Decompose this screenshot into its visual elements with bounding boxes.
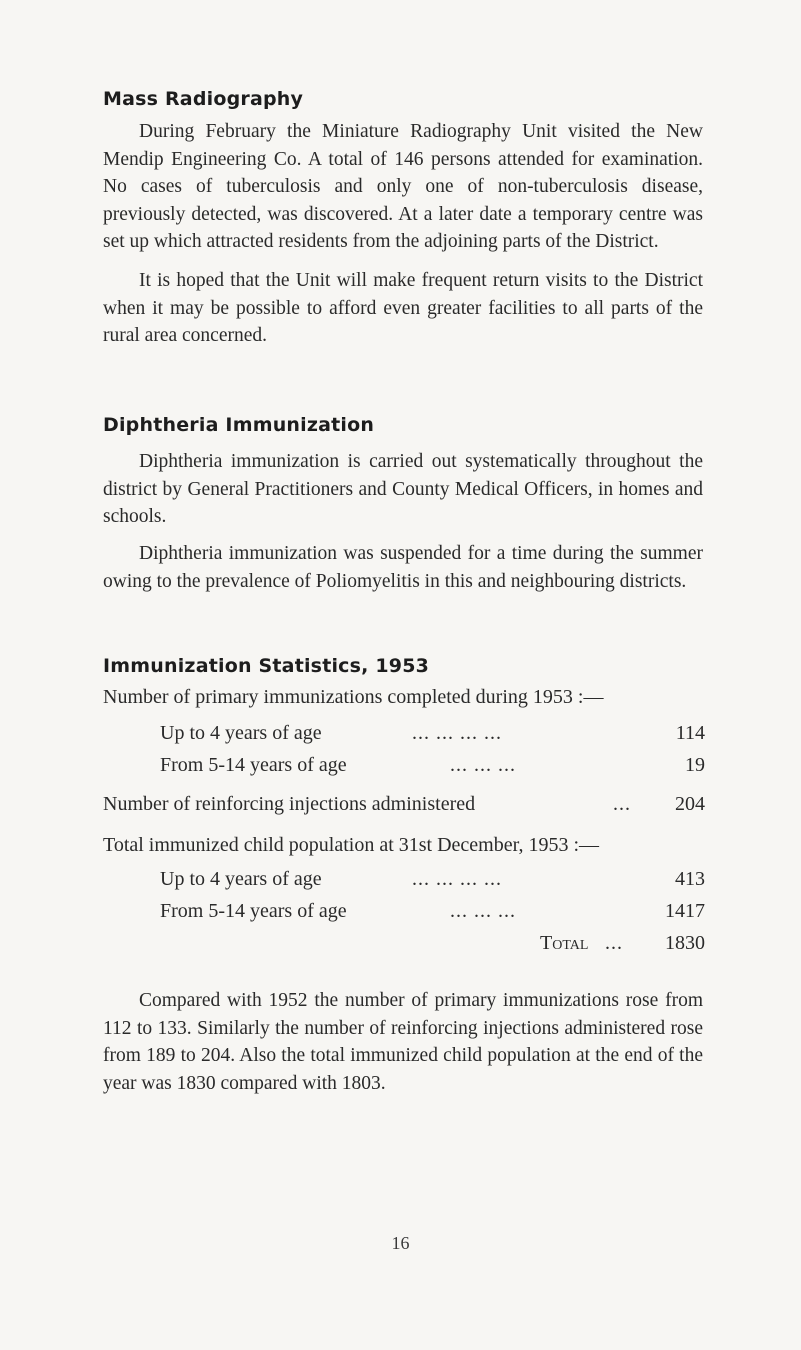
- total-value: 1830: [665, 932, 705, 954]
- stat-value: 413: [675, 868, 705, 890]
- stat-row: [160, 900, 705, 928]
- stat-label: From 5-14 years of age: [160, 754, 347, 776]
- stat-value: 204: [675, 793, 705, 815]
- diphtheria-paragraph-2: Diphtheria immunization was suspended for a time during the summer owing to the prevalence of Poliomyelitis in this and neighbouring districts.: [103, 543, 703, 592]
- stat-label: From 5-14 years of age: [160, 900, 347, 922]
- leader-dots: ...: [605, 932, 623, 954]
- diphtheria-heading: Diphtheria Immunization: [103, 414, 375, 436]
- stat-label: Up to 4 years of age: [160, 722, 322, 744]
- statistics-heading: Immunization Statistics, 1953: [103, 655, 430, 677]
- diphtheria-paragraph-1: Diphtheria immunization is carried out systematically throughout the district by General Practitioners and County Medical Officers, in homes and schools.: [103, 451, 703, 528]
- mass-radiography-heading: Mass Radiography: [103, 88, 304, 110]
- stat-value: 19: [685, 754, 705, 776]
- stat-label: Number of reinforcing injections administered: [103, 793, 476, 815]
- leader-dots: ...: [613, 793, 631, 815]
- stat-label: Up to 4 years of age: [160, 868, 322, 890]
- stat-row: [160, 722, 705, 750]
- leader-dots: ... ... ...: [450, 900, 516, 922]
- leader-dots: ... ... ...: [450, 754, 516, 776]
- comparison-paragraph: Compared with 1952 the number of primary immunizations rose from 112 to 133. Similarly the number of reinforcing injections administered rose from 189 to 204. Also the total immunized child population at the end of the year was 1830 compared with 1803.: [103, 990, 703, 1094]
- stat-row-reinforcing: [103, 793, 705, 821]
- total-intro: Total immunized child population at 31st December, 1953 :—: [103, 834, 600, 856]
- leader-dots: ... ... ... ...: [412, 868, 502, 890]
- primary-intro: Number of primary immunizations completed during 1953 :—: [103, 686, 604, 708]
- leader-dots: ... ... ... ...: [412, 722, 502, 744]
- mass-radiography-paragraph-1: During February the Miniature Radiography Unit visited the New Mendip Engineering Co. A total of 146 persons attended for examination. No cases of tuberculosis and only one of non-tuberculosis disease, previously detected, was discovered. At a later date a temporary centre was set up which attracted residents from the adjoining parts of the District.: [103, 121, 703, 253]
- stat-row-total: [160, 932, 705, 960]
- stat-row: [160, 868, 705, 896]
- total-label: Total: [540, 932, 589, 954]
- stat-value: 1417: [665, 900, 705, 922]
- stat-value: 114: [675, 722, 705, 744]
- stat-row: [160, 754, 705, 782]
- page-number: 16: [391, 1233, 410, 1253]
- mass-radiography-paragraph-2: It is hoped that the Unit will make frequent return visits to the District when it may be possible to afford even greater facilities to all parts of the rural area concerned.: [103, 270, 703, 347]
